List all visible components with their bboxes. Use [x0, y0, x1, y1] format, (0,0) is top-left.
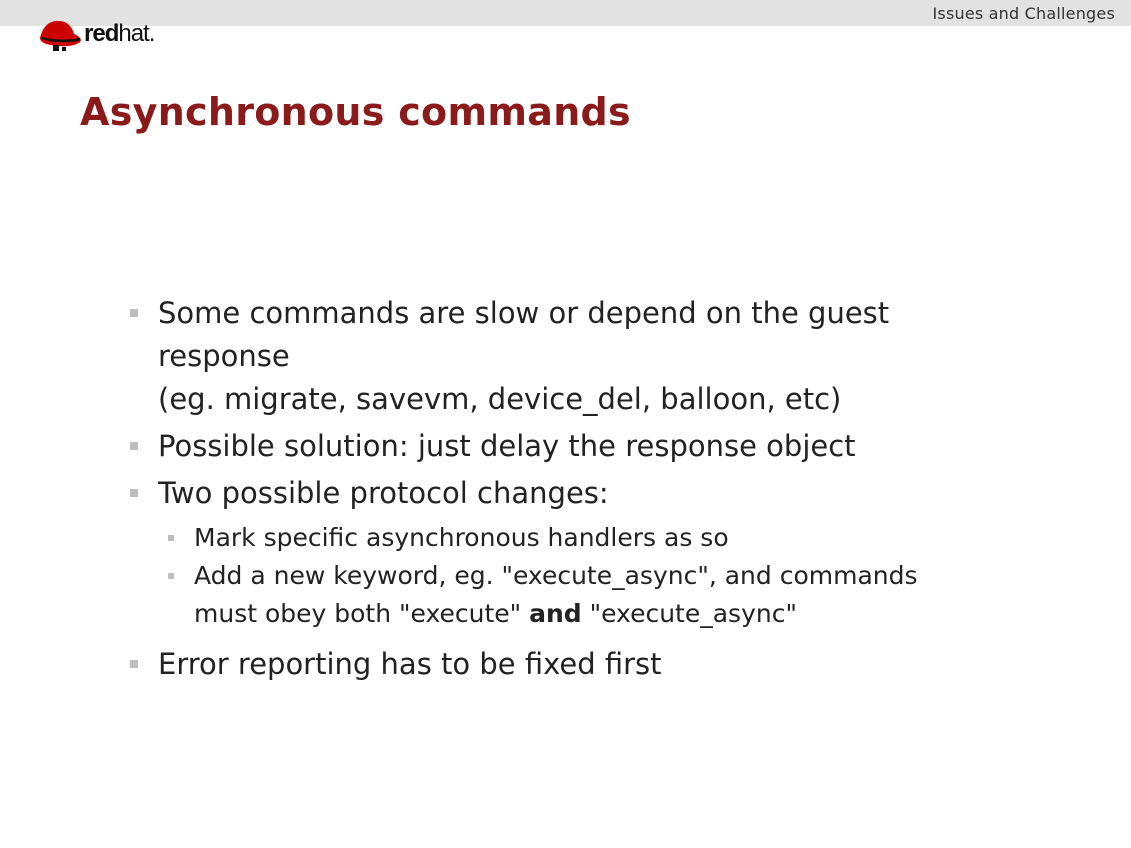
header-bar	[0, 0, 1131, 26]
bullet-icon	[130, 442, 138, 450]
list-item	[126, 643, 1026, 686]
bullet-text: Possible solution: just delay the response object	[158, 429, 856, 463]
sub-bullet-icon	[168, 573, 174, 579]
list-item	[126, 472, 1026, 515]
redhat-logo	[36, 14, 154, 54]
bullet-text: Error reporting has to be fixed first	[158, 647, 662, 681]
redhat-shadowman-icon	[36, 16, 82, 52]
sub-bullet-text-continued: must obey both "execute"	[194, 599, 530, 628]
bullet-text-continued: (eg. migrate, savevm, device_del, balloon, etc)	[158, 382, 842, 416]
slide-content	[126, 292, 1026, 690]
bullet-list-continued	[126, 643, 1026, 686]
sub-bullet-text: Add a new keyword, eg. "execute_async", and commands	[194, 561, 918, 590]
sub-bullet-text-end: "execute_async"	[581, 599, 797, 628]
list-item	[126, 292, 1026, 421]
section-title: Issues and Challenges	[932, 4, 1115, 23]
list-item	[126, 425, 1026, 468]
bullet-text: Some commands are slow or depend on the guest response	[158, 296, 890, 373]
sub-list-item	[126, 557, 1026, 633]
logo-word-hat: hat.	[118, 20, 155, 47]
sub-bullet-text: Mark specific asynchronous handlers as so	[194, 523, 729, 552]
sub-bullet-icon	[168, 535, 174, 541]
bullet-icon	[130, 309, 138, 317]
sub-list-item	[126, 519, 1026, 557]
sub-bullet-emphasis: and	[529, 599, 582, 628]
bullet-icon	[130, 489, 138, 497]
logo-word-red: red	[84, 20, 119, 47]
logo-wordmark	[84, 22, 154, 46]
bullet-text: Two possible protocol changes:	[158, 476, 609, 510]
slide-title: Asynchronous commands	[80, 90, 631, 134]
sub-bullet-list	[126, 519, 1026, 633]
bullet-icon	[130, 660, 138, 668]
bullet-list	[126, 292, 1026, 515]
